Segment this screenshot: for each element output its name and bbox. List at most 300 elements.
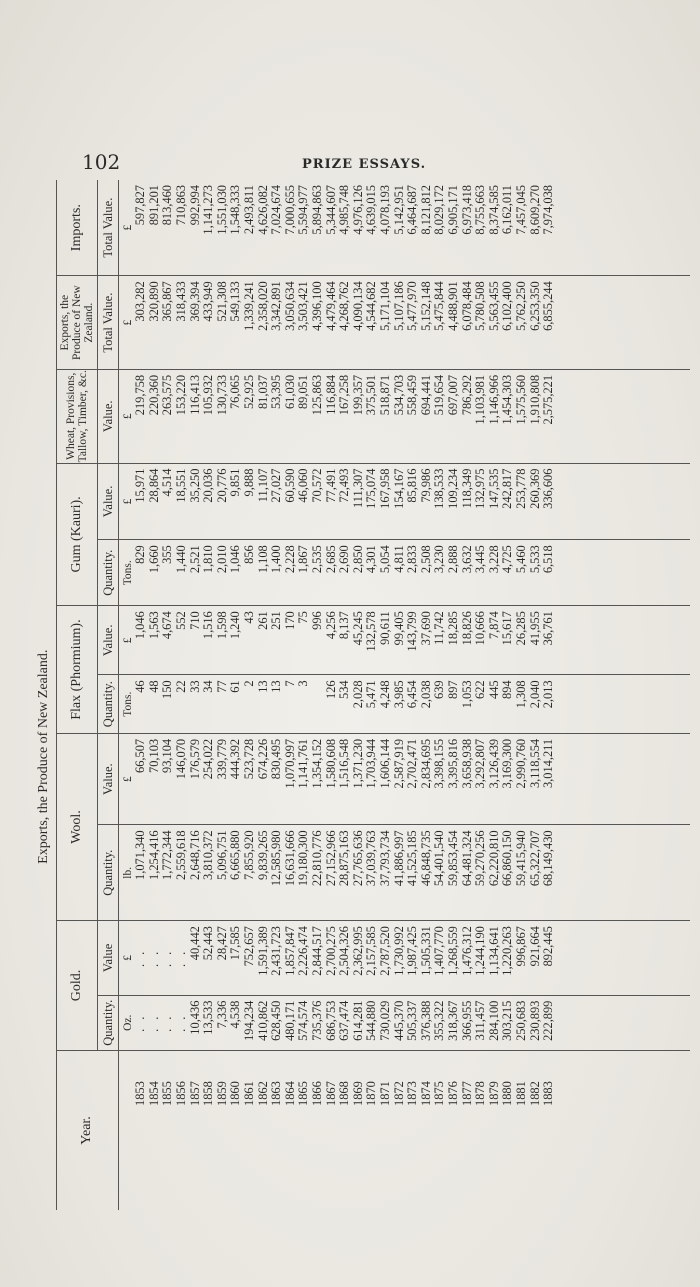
cell-flax-qty: 150 — [161, 675, 175, 734]
cell-gum-val: 27,027 — [270, 463, 284, 540]
cell-wool-qty: 64,481,324 — [460, 825, 474, 921]
cell-exports-val: 303,282 — [134, 276, 148, 370]
table-row — [175, 180, 189, 1210]
cell-gum-val: 60,590 — [284, 463, 298, 540]
subheader-wheat-value: Value. — [98, 369, 119, 463]
unit-label: Tons. — [119, 540, 135, 606]
cell-gold-val: 892,445 — [542, 921, 556, 995]
cell-wheat-val: 76,065 — [229, 369, 243, 463]
cell-exports-val: 5,152,148 — [419, 276, 433, 370]
cell-flax-qty: 33 — [188, 675, 202, 734]
year-cell: 1866 — [310, 1081, 325, 1106]
subheader-flax-quantity: Quantity. — [98, 675, 119, 734]
cell-flax-qty: 445 — [487, 675, 501, 734]
cell-flax-qty: 2,013 — [542, 675, 556, 734]
cell-wheat-val: 694,441 — [419, 369, 433, 463]
cell-imports-val: 597,827 — [134, 180, 148, 276]
table-row — [460, 180, 474, 1210]
cell-gold-val: 1,987,425 — [406, 921, 420, 995]
cell-gold-qty: 480,171 — [284, 995, 298, 1050]
cell-flax-val: 43 — [243, 606, 257, 675]
cell-flax-qty: 48 — [148, 675, 162, 734]
cell-exports-val: 2,358,020 — [256, 276, 270, 370]
cell-imports-val: 891,201 — [148, 180, 162, 276]
cell-imports-val: 992,994 — [188, 180, 202, 276]
table-spacer-row — [555, 180, 690, 1210]
cell-wool-val: 1,606,144 — [379, 733, 393, 824]
cell-exports-val: 3,050,634 — [284, 276, 298, 370]
cell-flax-val: 10,666 — [474, 606, 488, 675]
cell-flax-qty: 5,471 — [365, 675, 379, 734]
table-row — [161, 180, 175, 1210]
cell-gold-val: . . — [148, 921, 162, 995]
cell-wool-val: 1,371,230 — [352, 733, 366, 824]
table-row — [392, 180, 406, 1210]
cell-flax-qty: 34 — [202, 675, 216, 734]
cell-wheat-val: 219,758 — [134, 369, 148, 463]
group-wool: Wool. — [57, 733, 98, 920]
cell-flax-val: 37,690 — [419, 606, 433, 675]
cell-flax-val: 1,046 — [134, 606, 148, 675]
cell-imports-val: 8,029,172 — [433, 180, 447, 276]
cell-flax-qty: 3,985 — [392, 675, 406, 734]
cell-gold-val: 2,700,275 — [324, 921, 338, 995]
cell-flax-qty: 4,248 — [379, 675, 393, 734]
table-row — [528, 180, 542, 1210]
cell-gold-val: 1,407,770 — [433, 921, 447, 995]
cell-gold-qty: 355,322 — [433, 995, 447, 1050]
cell-imports-val: 4,626,082 — [256, 180, 270, 276]
year-cell: 1858 — [201, 1081, 216, 1106]
cell-exports-val: 5,171,104 — [379, 276, 393, 370]
cell-exports-val: 318,433 — [175, 276, 189, 370]
cell-flax-val: 99,405 — [392, 606, 406, 675]
cell-flax-qty: 46 — [134, 675, 148, 734]
cell-gum-qty: 1,660 — [148, 540, 162, 606]
cell-gold-val: 2,157,585 — [365, 921, 379, 995]
cell-gold-val: 28,427 — [216, 921, 230, 995]
spacer-cell — [555, 825, 690, 921]
year-cell: 1882 — [527, 1081, 542, 1106]
cell-wool-qty: 2,559,618 — [175, 825, 189, 921]
cell-gum-val: 253,778 — [515, 463, 529, 540]
cell-gum-val: 167,958 — [379, 463, 393, 540]
cell-flax-val: 251 — [270, 606, 284, 675]
cell-wool-qty: 7,855,920 — [243, 825, 257, 921]
cell-gold-val: . . — [134, 921, 148, 995]
cell-wool-val: 254,022 — [202, 733, 216, 824]
cell-wheat-val: 89,051 — [297, 369, 311, 463]
cell-exports-val: 5,475,844 — [433, 276, 447, 370]
cell-flax-qty: 61 — [229, 675, 243, 734]
table-row — [433, 180, 447, 1210]
cell-gum-qty: 2,833 — [406, 540, 420, 606]
cell-wool-qty: 6,665,880 — [229, 825, 243, 921]
subheader-gum-quantity: Quantity. — [98, 540, 119, 606]
cell-gum-qty: 1,108 — [256, 540, 270, 606]
cell-imports-val: 6,162,011 — [501, 180, 515, 276]
table-row — [352, 180, 366, 1210]
cell-imports-val: 7,024,674 — [270, 180, 284, 276]
unit-label: £ — [119, 921, 135, 995]
cell-wool-qty: 22,810,776 — [311, 825, 325, 921]
cell-gum-val: 15,971 — [134, 463, 148, 540]
cell-gum-qty: 6,518 — [542, 540, 556, 606]
cell-imports-val: 4,976,126 — [352, 180, 366, 276]
cell-gum-val: 77,491 — [324, 463, 338, 540]
table-row — [216, 180, 230, 1210]
cell-wool-val: 674,226 — [256, 733, 270, 824]
cell-wool-val: 2,834,695 — [419, 733, 433, 824]
cell-wheat-val: 534,703 — [392, 369, 406, 463]
cell-imports-val: 5,594,977 — [297, 180, 311, 276]
cell-imports-val: 8,374,585 — [487, 180, 501, 276]
cell-wool-val: 523,728 — [243, 733, 257, 824]
cell-wool-qty: 59,853,454 — [447, 825, 461, 921]
unit-label: £ — [119, 733, 135, 824]
cell-wool-qty: 41,886,997 — [392, 825, 406, 921]
cell-flax-qty: 13 — [270, 675, 284, 734]
cell-gold-qty: . . — [175, 995, 189, 1050]
unit-label: £ — [119, 180, 135, 276]
cell-gold-val: . . — [161, 921, 175, 995]
cell-imports-val: 5,344,607 — [324, 180, 338, 276]
subheader-gold-quantity: Quantity. — [98, 995, 119, 1050]
cell-flax-val: 1,598 — [216, 606, 230, 675]
cell-flax-val: 143,799 — [406, 606, 420, 675]
cell-wheat-val: 61,030 — [284, 369, 298, 463]
cell-flax-val: 996 — [311, 606, 325, 675]
year-header: Year. — [57, 1050, 119, 1210]
cell-wool-val: 70,103 — [148, 733, 162, 824]
cell-gum-val: 336,606 — [542, 463, 556, 540]
cell-gold-qty: . . — [161, 995, 175, 1050]
cell-flax-val: 1,516 — [202, 606, 216, 675]
unit-label: £ — [119, 276, 135, 370]
cell-flax-qty: 894 — [501, 675, 515, 734]
cell-exports-val: 4,090,134 — [352, 276, 366, 370]
cell-wheat-val: 153,220 — [175, 369, 189, 463]
cell-exports-val: 521,308 — [216, 276, 230, 370]
cell-gum-val: 4,514 — [161, 463, 175, 540]
cell-wool-qty: 27,765,636 — [352, 825, 366, 921]
cell-wheat-val: 1,454,303 — [501, 369, 515, 463]
cell-wool-val: 830,495 — [270, 733, 284, 824]
cell-exports-val: 5,762,250 — [515, 276, 529, 370]
year-cell: 1883 — [541, 1081, 556, 1106]
cell-gold-val: 1,220,263 — [501, 921, 515, 995]
cell-flax-val: 45,245 — [352, 606, 366, 675]
cell-flax-val: 90,611 — [379, 606, 393, 675]
cell-gum-val: 20,036 — [202, 463, 216, 540]
year-cell: 1875 — [432, 1081, 447, 1106]
year-cell: 1863 — [269, 1081, 284, 1106]
cell-gold-val: 2,362,995 — [352, 921, 366, 995]
unit-label: £ — [119, 606, 135, 675]
cell-wheat-val: 263,575 — [161, 369, 175, 463]
group-gold: Gold. — [57, 921, 98, 1051]
cell-imports-val: 8,755,663 — [474, 180, 488, 276]
table-row — [297, 180, 311, 1210]
cell-flax-val: 75 — [297, 606, 311, 675]
cell-gold-qty: 376,388 — [419, 995, 433, 1050]
cell-flax-qty: 1,308 — [515, 675, 529, 734]
cell-imports-val: 4,078,193 — [379, 180, 393, 276]
table-title: Exports, the Produce of New Zealand. — [32, 463, 57, 1050]
cell-wool-qty: 12,585,980 — [270, 825, 284, 921]
cell-flax-qty: 6,454 — [406, 675, 420, 734]
cell-wool-qty: 41,525,185 — [406, 825, 420, 921]
cell-wool-val: 3,126,439 — [487, 733, 501, 824]
table-row — [379, 180, 393, 1210]
table-row — [365, 180, 379, 1210]
cell-imports-val: 5,894,863 — [311, 180, 325, 276]
cell-wool-qty: 27,152,966 — [324, 825, 338, 921]
cell-flax-qty: 897 — [447, 675, 461, 734]
cell-gold-val: 752,657 — [243, 921, 257, 995]
cell-gum-qty: 3,445 — [474, 540, 488, 606]
table-row — [338, 180, 352, 1210]
cell-imports-val: 8,121,812 — [419, 180, 433, 276]
cell-wool-qty: 3,810,372 — [202, 825, 216, 921]
cell-gum-val: 109,234 — [447, 463, 461, 540]
table-row — [419, 180, 433, 1210]
table-row — [148, 180, 162, 1210]
cell-gold-qty: 4,538 — [229, 995, 243, 1050]
group-flax: Flax (Phormium). — [57, 606, 98, 734]
cell-gold-val: 52,443 — [202, 921, 216, 995]
running-head: PRIZE ESSAYS. — [302, 157, 427, 172]
page-number: 102 — [82, 150, 121, 174]
cell-imports-val: 1,141,273 — [202, 180, 216, 276]
unit-label: Tons. — [119, 675, 135, 734]
cell-imports-val: 6,905,171 — [447, 180, 461, 276]
cell-wool-qty: 59,270,256 — [474, 825, 488, 921]
cell-wool-val: 93,104 — [161, 733, 175, 824]
cell-wool-qty: 1,254,416 — [148, 825, 162, 921]
cell-wheat-val: 1,910,808 — [528, 369, 542, 463]
cell-exports-val: 6,253,350 — [528, 276, 542, 370]
table-row — [406, 180, 420, 1210]
table-row — [243, 180, 257, 1210]
subheader-gold-value: Value — [98, 921, 119, 995]
cell-flax-qty: 7 — [284, 675, 298, 734]
cell-wool-qty: 9,839,265 — [256, 825, 270, 921]
cell-gold-val: 1,134,641 — [487, 921, 501, 995]
group-imports: Imports. — [57, 180, 98, 276]
cell-flax-val: 41,955 — [528, 606, 542, 675]
cell-gum-val: 260,369 — [528, 463, 542, 540]
cell-gum-qty: 2,850 — [352, 540, 366, 606]
cell-gum-qty: 1,046 — [229, 540, 243, 606]
cell-imports-val: 710,863 — [175, 180, 189, 276]
year-cell: 1876 — [445, 1081, 460, 1106]
year-cell: 1877 — [459, 1081, 474, 1106]
cell-wool-val: 3,169,300 — [501, 733, 515, 824]
cell-exports-val: 4,268,762 — [338, 276, 352, 370]
cell-imports-val: 8,609,270 — [528, 180, 542, 276]
table-row — [134, 180, 148, 1210]
unit-label: £ — [119, 463, 135, 540]
table-row — [447, 180, 461, 1210]
cell-wheat-val: 1,575,560 — [515, 369, 529, 463]
year-cell: 1860 — [228, 1081, 243, 1106]
cell-gold-qty: 284,100 — [487, 995, 501, 1050]
table-row — [256, 180, 270, 1210]
cell-flax-qty: 126 — [324, 675, 338, 734]
cell-gum-val: 147,535 — [487, 463, 501, 540]
cell-exports-val: 5,477,970 — [406, 276, 420, 370]
cell-wool-qty: 37,039,763 — [365, 825, 379, 921]
cell-gum-qty: 1,810 — [202, 540, 216, 606]
cell-exports-val: 5,780,508 — [474, 276, 488, 370]
cell-flax-val: 710 — [188, 606, 202, 675]
year-cell: 1872 — [391, 1081, 406, 1106]
cell-exports-val: 549,133 — [229, 276, 243, 370]
cell-flax-val: 4,256 — [324, 606, 338, 675]
table-row — [202, 180, 216, 1210]
year-cell: 1881 — [513, 1081, 528, 1106]
cell-wheat-val: 786,292 — [460, 369, 474, 463]
cell-wheat-val: 52,925 — [243, 369, 257, 463]
cell-wool-val: 1,354,152 — [311, 733, 325, 824]
cell-flax-qty: 77 — [216, 675, 230, 734]
cell-gum-val: 154,167 — [392, 463, 406, 540]
cell-imports-val: 6,973,418 — [460, 180, 474, 276]
cell-gold-qty: 410,862 — [256, 995, 270, 1050]
cell-gold-val: 2,431,723 — [270, 921, 284, 995]
cell-wool-val: 2,587,919 — [392, 733, 406, 824]
cell-imports-val: 7,000,655 — [284, 180, 298, 276]
cell-gum-qty: 2,685 — [324, 540, 338, 606]
cell-imports-val: 7,974,038 — [542, 180, 556, 276]
cell-flax-val: 11,742 — [433, 606, 447, 675]
cell-gold-qty: 222,899 — [542, 995, 556, 1050]
cell-exports-val: 6,102,400 — [501, 276, 515, 370]
cell-exports-val: 5,107,186 — [392, 276, 406, 370]
cell-wheat-val: 1,103,981 — [474, 369, 488, 463]
cell-gum-val: 46,060 — [297, 463, 311, 540]
cell-gum-qty: 5,054 — [379, 540, 393, 606]
group-wheat: Wheat, Provisions, Tallow, Timber, &c. — [57, 369, 98, 463]
table-row — [324, 180, 338, 1210]
cell-flax-qty: 3 — [297, 675, 311, 734]
year-cell: 1867 — [323, 1081, 338, 1106]
cell-imports-val: 7,457,045 — [515, 180, 529, 276]
cell-imports-val: 4,639,015 — [365, 180, 379, 276]
year-cell: 1862 — [255, 1081, 270, 1106]
cell-wool-val: 66,507 — [134, 733, 148, 824]
cell-exports-val: 3,503,421 — [297, 276, 311, 370]
unit-label: lb. — [119, 825, 135, 921]
cell-gold-val: . . — [175, 921, 189, 995]
cell-gum-val: 9,888 — [243, 463, 257, 540]
table-row — [542, 180, 556, 1210]
cell-gold-val: 1,857,847 — [284, 921, 298, 995]
year-cell: 1878 — [473, 1081, 488, 1106]
cell-flax-qty: 622 — [474, 675, 488, 734]
cell-gum-val: 70,572 — [311, 463, 325, 540]
year-cell: 1857 — [187, 1081, 202, 1106]
spacer-cell — [555, 606, 690, 675]
exports-table — [32, 180, 690, 1210]
cell-gold-val: 2,844,517 — [311, 921, 325, 995]
cell-gum-val: 28,864 — [148, 463, 162, 540]
table-row — [474, 180, 488, 1210]
cell-gum-qty: 1,400 — [270, 540, 284, 606]
table-body — [119, 180, 691, 1210]
spacer-cell — [555, 921, 690, 995]
cell-flax-val: 8,137 — [338, 606, 352, 675]
cell-wool-qty: 1,071,340 — [134, 825, 148, 921]
cell-wool-qty: 5,096,751 — [216, 825, 230, 921]
cell-exports-val: 6,855,244 — [542, 276, 556, 370]
cell-flax-val: 4,674 — [161, 606, 175, 675]
cell-flax-val: 7,874 — [487, 606, 501, 675]
cell-imports-val: 5,142,951 — [392, 180, 406, 276]
cell-wool-val: 1,703,944 — [365, 733, 379, 824]
cell-gum-qty: 2,010 — [216, 540, 230, 606]
cell-gold-qty: 250,683 — [515, 995, 529, 1050]
cell-wool-val: 176,579 — [188, 733, 202, 824]
cell-gold-qty: 311,457 — [474, 995, 488, 1050]
cell-gum-val: 35,250 — [188, 463, 202, 540]
cell-wool-val: 3,658,938 — [460, 733, 474, 824]
cell-wheat-val: 125,863 — [311, 369, 325, 463]
cell-flax-qty: 534 — [338, 675, 352, 734]
cell-imports-val: 6,464,687 — [406, 180, 420, 276]
cell-gold-qty: 318,367 — [447, 995, 461, 1050]
cell-exports-val: 4,396,100 — [311, 276, 325, 370]
cell-gum-qty: 1,440 — [175, 540, 189, 606]
cell-exports-val: 6,078,484 — [460, 276, 474, 370]
cell-wheat-val: 130,733 — [216, 369, 230, 463]
spacer-cell — [555, 276, 690, 370]
cell-flax-qty: 2,038 — [419, 675, 433, 734]
cell-gum-qty: 2,690 — [338, 540, 352, 606]
year-cell: 1854 — [146, 1081, 161, 1106]
table-row — [501, 180, 515, 1210]
cell-gum-val: 85,816 — [406, 463, 420, 540]
year-cell: 1853 — [133, 1081, 148, 1106]
cell-exports-val: 3,342,891 — [270, 276, 284, 370]
cell-gold-qty: 686,753 — [324, 995, 338, 1050]
cell-gold-val: 1,244,190 — [474, 921, 488, 995]
cell-gum-qty: 2,508 — [419, 540, 433, 606]
year-cell: 1873 — [405, 1081, 420, 1106]
cell-imports-val: 813,460 — [161, 180, 175, 276]
cell-exports-val: 4,488,901 — [447, 276, 461, 370]
cell-gum-qty: 3,632 — [460, 540, 474, 606]
cell-wool-val: 1,141,761 — [297, 733, 311, 824]
cell-wool-val: 2,702,471 — [406, 733, 420, 824]
cell-imports-val: 1,551,030 — [216, 180, 230, 276]
table-row — [311, 180, 325, 1210]
group-exports: Exports, the Produce of New Zealand. — [57, 276, 98, 370]
cell-wheat-val: 199,357 — [352, 369, 366, 463]
cell-imports-val: 1,548,333 — [229, 180, 243, 276]
cell-flax-qty: 22 — [175, 675, 189, 734]
spacer-cell — [555, 369, 690, 463]
cell-gum-val: 111,307 — [352, 463, 366, 540]
table-row — [515, 180, 529, 1210]
cell-flax-qty: 639 — [433, 675, 447, 734]
year-cell: 1869 — [350, 1081, 365, 1106]
table-row — [229, 180, 243, 1210]
year-cell: 1865 — [296, 1081, 311, 1106]
cell-gum-val: 118,349 — [460, 463, 474, 540]
cell-wheat-val: 116,884 — [324, 369, 338, 463]
